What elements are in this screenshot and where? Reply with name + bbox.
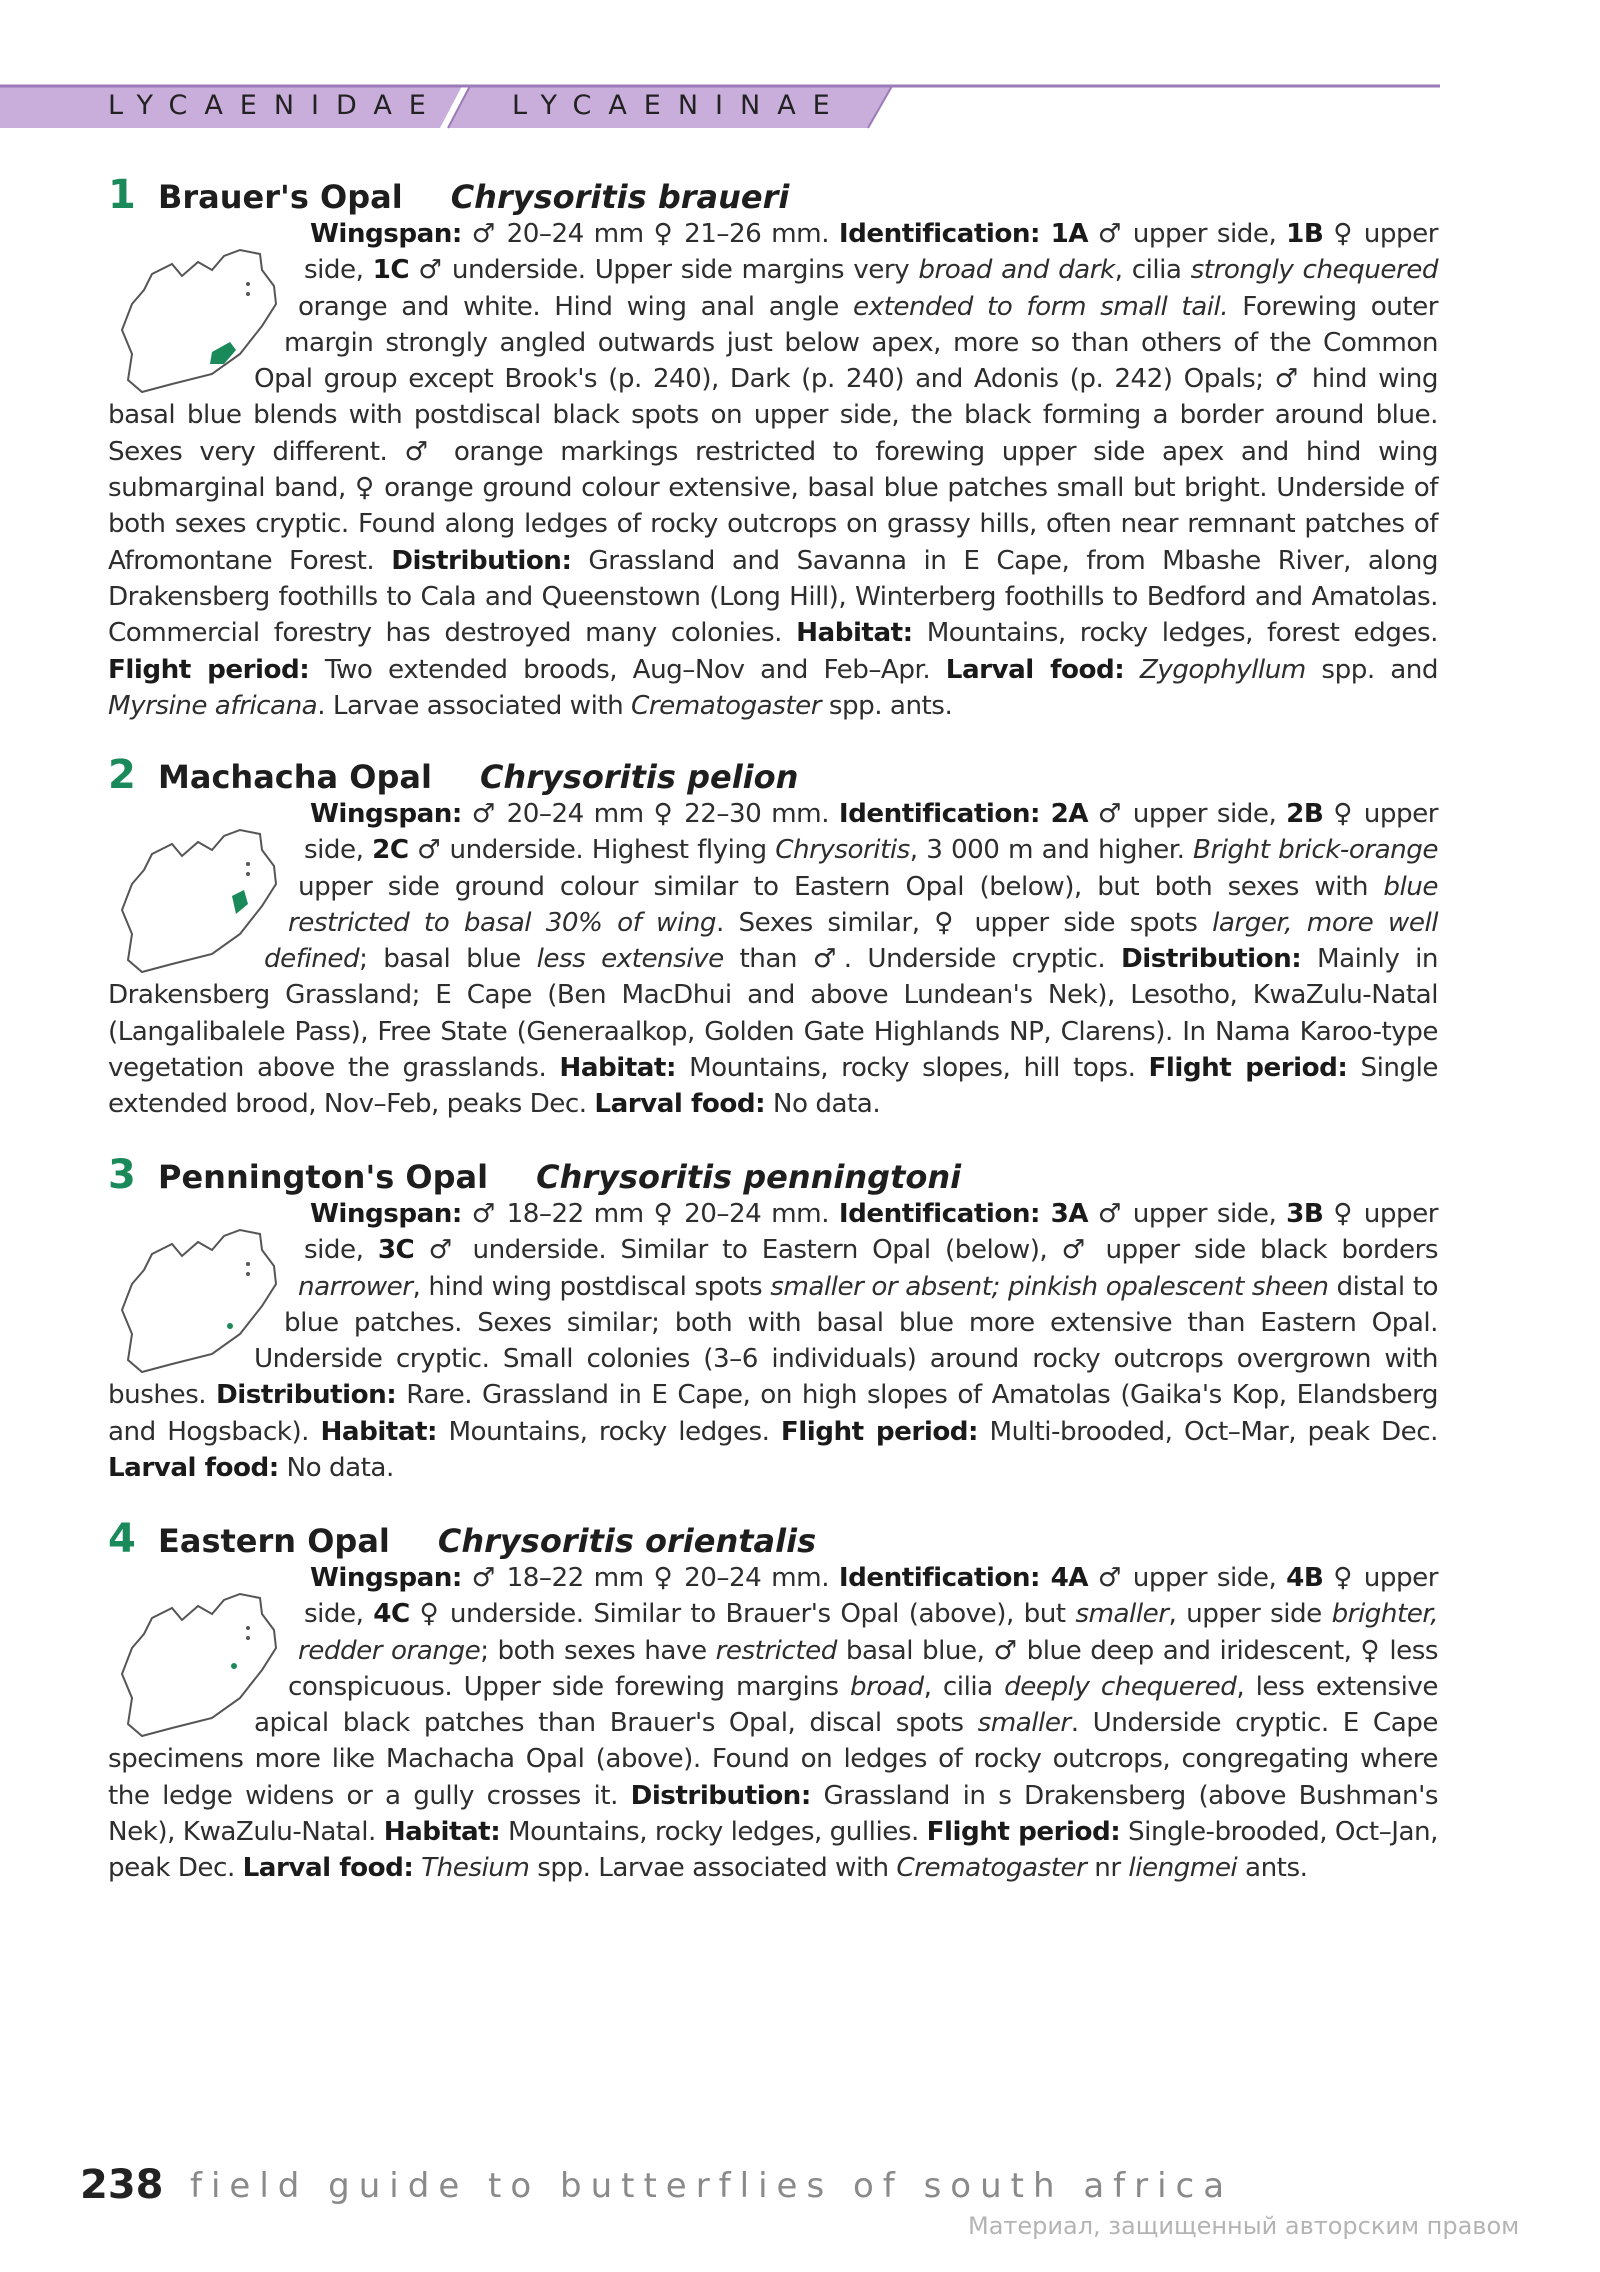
copyright-watermark: Материал, защищенный авторским правом (968, 2212, 1520, 2240)
species-entry-1 (108, 172, 1438, 724)
species-heading (108, 752, 1438, 796)
common-name: Machacha Opal (158, 758, 432, 796)
species-number: 4 (108, 1516, 136, 1562)
species-heading (108, 172, 1438, 216)
scientific-name: Chrysoritis braueri (450, 178, 790, 216)
scientific-name: Chrysoritis orientalis (437, 1522, 817, 1560)
distribution-map-icon (112, 1214, 302, 1382)
species-description (108, 796, 1438, 1123)
subfamily-label: LYCAENINAE (512, 90, 847, 121)
species-entry-4 (108, 1516, 1438, 1887)
common-name: Pennington's Opal (158, 1158, 489, 1196)
species-entry-3 (108, 1152, 1438, 1486)
species-description (108, 1196, 1438, 1486)
description-text: Wingspan: ♂ 18–22 mm ♀ 20–24 mm. Identification: 3A ♂ upper side, 3B ♀ upper side, 3C ♂ underside. Similar to Eastern Opal (below), ♂ upper side black borders narrower, hind wing postdiscal spots smaller or absent; pinkish opalescent sheen distal to blue patches. Sexes similar; both with basal blue more extensive than Eastern Opal. Underside cryptic. Small colonies (3–6 individuals) around rocky outcrops overgrown with bushes. Distribution: Rare. Grassland in E Cape, on high slopes of Amatolas (Gaika's Kop, Elandsberg and Hogsback). Habitat: Mountains, rocky ledges. Flight period: Multi-brooded, Oct–Mar, peak Dec. Larval food: No data. (108, 1199, 1438, 1484)
distribution-map-icon (112, 1578, 302, 1746)
species-number: 3 (108, 1152, 136, 1198)
description-text: Wingspan: ♂ 20–24 mm ♀ 22–30 mm. Identification: 2A ♂ upper side, 2B ♀ upper side, 2C ♂ underside. Highest flying Chrysoritis, 3 000 m and higher. Bright brick-orange upper side ground colour similar to Eastern Opal (below), but both sexes with blue restricted to basal 30% of wing. Sexes similar, ♀ upper side spots larger, more well defined; basal blue less extensive than ♂. Underside cryptic. Distribution: Mainly in Drakensberg Grassland; E Cape (Ben MacDhui and above Lundean's Nek), Lesotho, KwaZulu-Natal (Langalibalele Pass), Free State (Generaalkop, Golden Gate Highlands NP, Clarens). In Nama Karoo-type vegetation above the grasslands. Habitat: Mountains, rocky slopes, hill tops. Flight period: Single extended brood, Nov–Feb, peaks Dec. Larval food: No data. (108, 799, 1439, 1120)
common-name: Brauer's Opal (158, 178, 403, 216)
species-heading (108, 1152, 1438, 1196)
species-description (108, 1560, 1438, 1887)
distribution-map-icon (112, 814, 302, 982)
scientific-name: Chrysoritis penningtoni (536, 1158, 962, 1196)
scientific-name: Chrysoritis pelion (479, 758, 799, 796)
species-number: 1 (108, 172, 136, 218)
description-text: Wingspan: ♂ 20–24 mm ♀ 21–26 mm. Identification: 1A ♂ upper side, 1B ♀ upper side, 1C ♂ underside. Upper side margins very broad and dark, cilia strongly chequered orange and white. Hind wing anal angle extended to form small tail. Forewing outer margin strongly angled outwards just below apex, more so than others of the Common Opal group except Brook's (p. 240), Dark (p. 240) and Adonis (p. 242) Opals; ♂ hind wing basal blue blends with postdiscal black spots on upper side, the black forming a border around blue. Sexes very different. ♂ orange markings restricted to forewing upper side apex and hind wing submarginal band, ♀ orange ground colour extensive, basal blue patches small but bright. Underside of both sexes cryptic. Found along ledges of rocky outcrops on grassy hills, often near remnant patches of Afromontane Forest. Distribution: Grassland and Savanna in E Cape, from Mbashe River, along Drakensberg foothills to Cala and Queenstown (Long Hill), Winterberg foothills to Bedford and Amatolas. Commercial forestry has destroyed many colonies. Habitat: Mountains, rocky ledges, forest edges. Flight period: Two extended broods, Aug–Nov and Feb–Apr. Larval food: Zygophyllum spp. and Myrsine africana. Larvae associated with Crematogaster spp. ants. (108, 219, 1439, 721)
page-number: 238 (80, 2162, 164, 2208)
species-entry-2 (108, 752, 1438, 1123)
species-number: 2 (108, 752, 136, 798)
running-header (0, 84, 1440, 130)
family-label: LYCAENIDAE (108, 90, 443, 121)
species-heading (108, 1516, 1438, 1560)
common-name: Eastern Opal (158, 1522, 390, 1560)
species-description (108, 216, 1438, 724)
distribution-map-icon (112, 234, 302, 402)
book-title: field guide to butterflies of south africa (190, 2166, 1234, 2206)
description-text: Wingspan: ♂ 18–22 mm ♀ 20–24 mm. Identification: 4A ♂ upper side, 4B ♀ upper side, 4C ♀ underside. Similar to Brauer's Opal (above), but smaller, upper side brighter, redder orange; both sexes have restricted basal blue, ♂ blue deep and iridescent, ♀ less conspicuous. Upper side forewing margins broad, cilia deeply chequered, less extensive apical black patches than Brauer's Opal, discal spots smaller. Underside cryptic. E Cape specimens more like Machacha Opal (above). Found on ledges of rocky outcrops, congregating where the ledge widens or a gully crosses it. Distribution: Grassland in s Drakensberg (above Bushman's Nek), KwaZulu-Natal. Habitat: Mountains, rocky ledges, gullies. Flight period: Single-brooded, Oct–Jan, peak Dec. Larval food: Thesium spp. Larvae associated with Crematogaster nr liengmei ants. (108, 1563, 1439, 1884)
